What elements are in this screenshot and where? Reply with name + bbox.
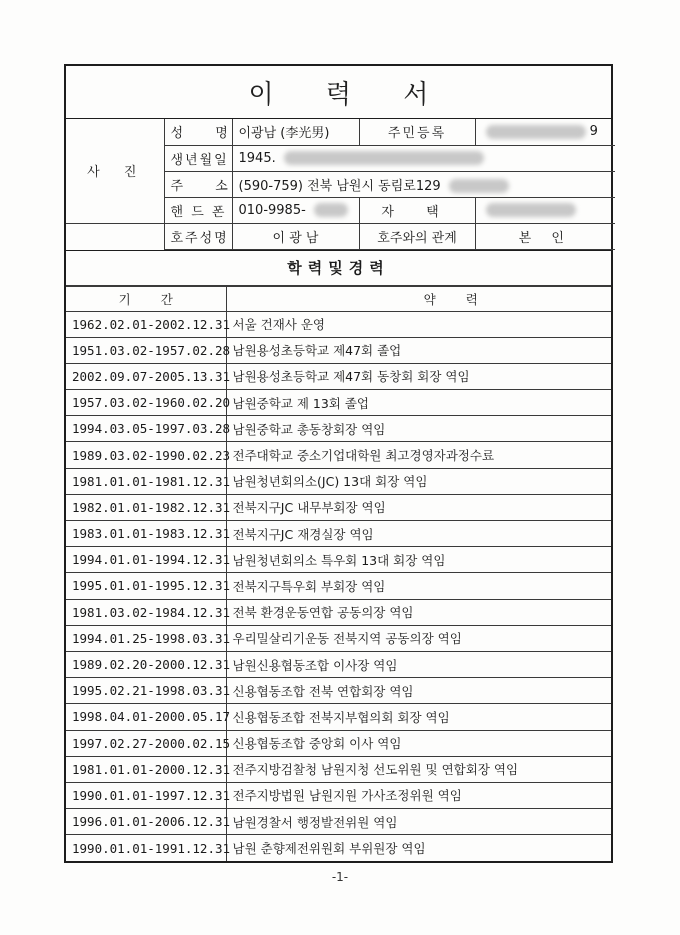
detail-cell: 우리밀살리기운동 전북지역 공동의장 역임 (226, 625, 611, 651)
detail-header: 약력 (226, 286, 611, 311)
detail-cell: 전주지방법원 남원지원 가사조정위원 역임 (226, 782, 611, 808)
period-cell: 1981.01.01-1981.12.31 (66, 468, 226, 494)
detail-cell: 남원용성초등학교 제47회 동창회 회장 역임 (226, 363, 611, 389)
period-header: 기간 (66, 286, 226, 311)
period-cell: 1994.01.25-1998.03.31 (66, 625, 226, 651)
detail-cell: 남원경찰서 행정발전위원 역임 (226, 809, 611, 835)
address-cell (232, 171, 615, 197)
detail-cell: 전주대학교 중소기업대학원 최고경영자과정수료 (226, 442, 611, 468)
table-row (66, 390, 611, 416)
period-cell: 1997.02.27-2000.02.15 (66, 730, 226, 756)
detail-cell: 신용협동조합 전북 연합회장 역임 (226, 678, 611, 704)
period-cell: 1998.04.01-2000.05.17 (66, 704, 226, 730)
period-cell: 1981.01.01-2000.12.31 (66, 756, 226, 782)
table-row (66, 416, 611, 442)
detail-cell: 남원 춘향제전위원회 부위원장 역임 (226, 835, 611, 861)
birth-label: 생년월일 (164, 145, 232, 171)
table-row (66, 835, 611, 861)
birth-value: 1945. (238, 150, 276, 166)
profile-table (66, 119, 615, 250)
history-table (66, 286, 611, 861)
detail-cell: 남원신용협동조합 이사장 역임 (226, 651, 611, 677)
period-cell: 1981.03.02-1984.12.31 (66, 599, 226, 625)
table-row (66, 573, 611, 599)
period-cell: 1996.01.01-2006.12.31 (66, 809, 226, 835)
table-row (66, 730, 611, 756)
redaction-mark (486, 125, 586, 139)
detail-cell: 남원청년회의소(JC) 13대 회장 역임 (226, 468, 611, 494)
period-cell: 1995.02.21-1998.03.31 (66, 678, 226, 704)
table-row (66, 651, 611, 677)
table-row (66, 521, 611, 547)
detail-cell: 남원중학교 제 13회 졸업 (226, 390, 611, 416)
name-label: 성 명 (164, 119, 232, 145)
head-label: 호주성명 (164, 223, 232, 249)
table-row (66, 494, 611, 520)
period-cell: 1989.02.20-2000.12.31 (66, 651, 226, 677)
history-header-row (66, 286, 611, 311)
table-row (66, 809, 611, 835)
detail-cell: 신용협동조합 중앙회 이사 역임 (226, 730, 611, 756)
mobile-value: 010-9985- (238, 202, 306, 218)
period-cell: 1994.03.05-1997.03.28 (66, 416, 226, 442)
address-value: (590-759) 전북 남원시 동림로129 (238, 178, 441, 194)
birth-cell (232, 145, 615, 171)
detail-cell: 서울 건재사 운영 (226, 311, 611, 337)
table-row (66, 363, 611, 389)
detail-cell: 전주지방검찰청 남원지청 선도위원 및 연합회장 역임 (226, 756, 611, 782)
detail-cell: 신용협동조합 전북지부협의회 회장 역임 (226, 704, 611, 730)
detail-cell: 남원용성초등학교 제47회 졸업 (226, 337, 611, 363)
home-phone-label: 자 택 (359, 197, 475, 223)
mobile-label: 핸 드 폰 (164, 197, 232, 223)
redaction-mark (314, 203, 348, 217)
relation-value: 본 인 (475, 223, 615, 249)
detail-cell: 전북 환경운동연합 공동의장 역임 (226, 599, 611, 625)
page-number: -1- (331, 870, 349, 884)
resume-frame (64, 64, 613, 863)
detail-cell: 전북지구JC 내무부회장 역임 (226, 494, 611, 520)
mobile-cell (232, 197, 359, 223)
table-row (66, 337, 611, 363)
address-label: 주 소 (164, 171, 232, 197)
period-cell: 1983.01.01-1983.12.31 (66, 521, 226, 547)
head-value: 이 광 남 (232, 223, 359, 249)
home-phone-cell (475, 197, 615, 223)
period-cell: 1995.01.01-1995.12.31 (66, 573, 226, 599)
photo-spacer (66, 223, 164, 249)
table-row (66, 678, 611, 704)
section-title: 학력및경력 (66, 250, 611, 286)
table-row (66, 599, 611, 625)
history-body (66, 311, 611, 861)
detail-cell: 전북지구JC 재경실장 역임 (226, 521, 611, 547)
period-cell: 1994.01.01-1994.12.31 (66, 547, 226, 573)
resident-id-value: 9 (589, 124, 598, 140)
detail-cell: 남원청년회의소 특우회 13대 회장 역임 (226, 547, 611, 573)
period-cell: 1990.01.01-1991.12.31 (66, 835, 226, 861)
table-row (66, 442, 611, 468)
title-row (66, 66, 611, 119)
profile-row-household (66, 223, 615, 249)
period-cell: 1989.03.02-1990.02.23 (66, 442, 226, 468)
relation-label: 호주와의 관계 (359, 223, 475, 249)
table-row (66, 782, 611, 808)
detail-cell: 전북지구특우회 부회장 역임 (226, 573, 611, 599)
period-cell: 1957.03.02-1960.02.20 (66, 390, 226, 416)
detail-cell: 남원중학교 총동창회장 역임 (226, 416, 611, 442)
period-cell: 1951.03.02-1957.02.28 (66, 337, 226, 363)
table-row (66, 704, 611, 730)
period-cell: 2002.09.07-2005.13.31 (66, 363, 226, 389)
table-row (66, 547, 611, 573)
redaction-mark (449, 179, 509, 193)
redaction-mark (284, 151, 484, 165)
resident-id-cell (475, 119, 615, 145)
period-cell: 1982.01.01-1982.12.31 (66, 494, 226, 520)
table-row (66, 311, 611, 337)
photo-box: 사 진 (66, 119, 164, 223)
resident-id-label: 주민등록 (359, 119, 475, 145)
period-cell: 1962.02.01-2002.12.31 (66, 311, 226, 337)
table-row (66, 625, 611, 651)
period-cell: 1990.01.01-1997.12.31 (66, 782, 226, 808)
profile-row-name (66, 119, 615, 145)
redaction-mark (486, 203, 576, 217)
table-row (66, 468, 611, 494)
document-title: 이 력 서 (248, 79, 451, 110)
table-row (66, 756, 611, 782)
name-value: 이광남 (李光男) (232, 119, 359, 145)
